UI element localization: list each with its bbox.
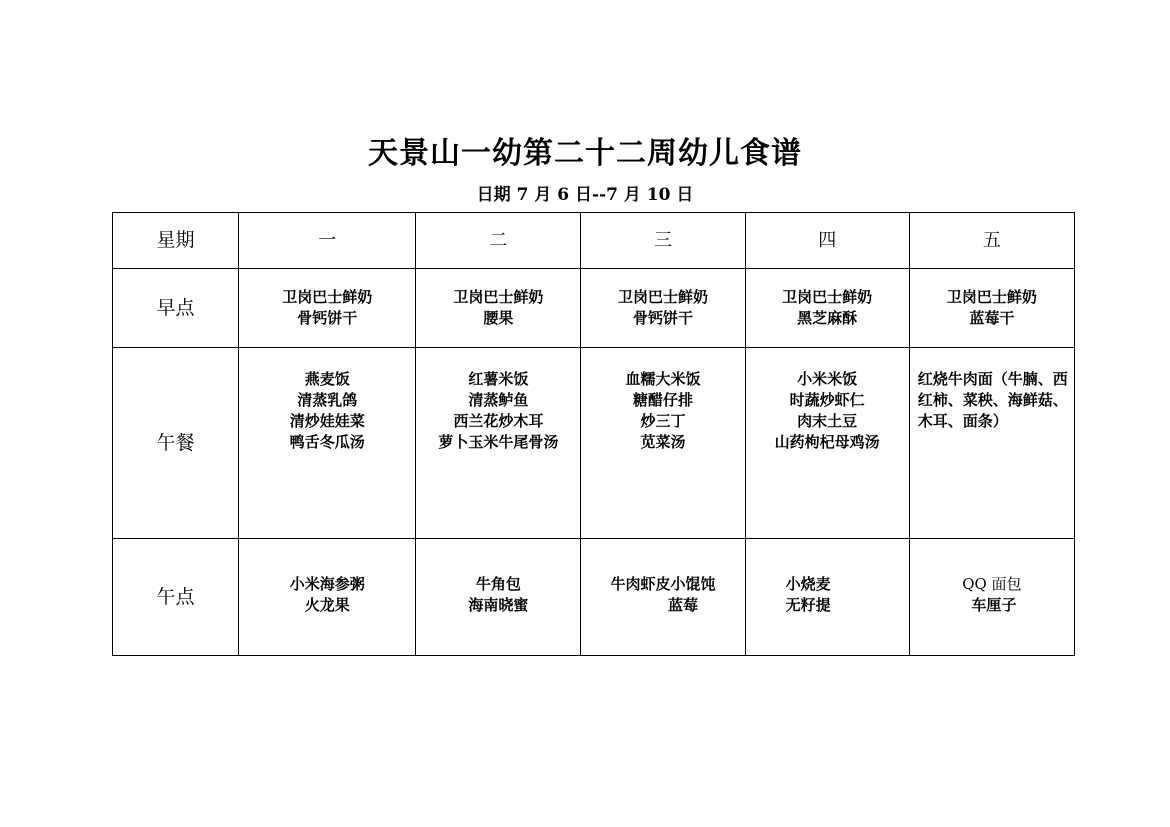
menu-item: 卫岗巴士鲜奶 [453, 288, 544, 306]
breakfast-row [113, 269, 1075, 348]
menu-item: 时蔬炒虾仁 [789, 391, 865, 409]
menu-item: 牛角包 [475, 575, 521, 593]
snack-cell-wed [581, 539, 745, 656]
breakfast-cell-mon [239, 269, 416, 348]
snack-row [113, 539, 1075, 656]
menu-item: 火龙果 [304, 596, 350, 614]
breakfast-label: 早点 [113, 269, 239, 348]
menu-item: 肉末土豆 [797, 412, 858, 430]
menu-item: 车厘子 [971, 596, 1017, 614]
lunch-cell-tue [416, 348, 581, 539]
menu-item: 蓝莓 [668, 596, 699, 614]
menu-item: 山药枸杞母鸡汤 [774, 433, 880, 451]
lunch-cell-wed [581, 348, 745, 539]
header-row [113, 213, 1075, 269]
breakfast-cell-fri [909, 269, 1074, 348]
snack-label: 午点 [113, 539, 239, 656]
page-title: 天景山一幼第二十二周幼儿食谱 [368, 136, 802, 171]
day-header-mon: 一 [239, 213, 416, 269]
menu-table [112, 212, 1075, 656]
menu-item: 黑芝麻酥 [797, 309, 858, 327]
day-header-fri: 五 [909, 213, 1074, 269]
snack-cell-mon [239, 539, 416, 656]
menu-item: 红烧牛肉面（牛腩、西红柿、菜秧、海鲜菇、木耳、面条） [917, 370, 1068, 430]
menu-item: 卫岗巴士鲜奶 [946, 288, 1037, 306]
lunch-cell-thu [745, 348, 909, 539]
snack-cell-tue [416, 539, 581, 656]
snack-cell-thu [745, 539, 909, 656]
lunch-label: 午餐 [113, 348, 239, 539]
menu-item: 海南晓蜜 [468, 596, 529, 614]
breakfast-cell-tue [416, 269, 581, 348]
lunch-row [113, 348, 1075, 539]
menu-item: 鸭舌冬瓜汤 [289, 433, 365, 451]
menu-item: 红薯米饭 [468, 370, 529, 388]
menu-item: 牛肉虾皮小馄饨 [610, 575, 716, 593]
menu-item: 清炒娃娃菜 [289, 412, 365, 430]
menu-item: 骨钙饼干 [633, 309, 694, 327]
menu-item: 清蒸乳鸽 [297, 391, 358, 409]
day-header-tue: 二 [416, 213, 581, 269]
date-range: 日期 7 月 6 日--7 月 10 日 [476, 185, 694, 205]
breakfast-cell-wed [581, 269, 745, 348]
breakfast-cell-thu [745, 269, 909, 348]
menu-item: 血糯大米饭 [625, 370, 701, 388]
menu-item: 炒三丁 [640, 412, 686, 430]
menu-item: 小米海参粥 [289, 575, 365, 593]
menu-item: 小米米饭 [797, 370, 858, 388]
menu-item: 萝卜玉米牛尾骨汤 [438, 433, 559, 451]
lunch-cell-mon [239, 348, 416, 539]
menu-item: 西兰花炒木耳 [453, 412, 544, 430]
menu-item: 腰果 [483, 309, 514, 327]
menu-item: 卫岗巴士鲜奶 [782, 288, 873, 306]
menu-item: 苋菜汤 [640, 433, 686, 451]
day-header-thu: 四 [745, 213, 909, 269]
menu-item: 卫岗巴士鲜奶 [282, 288, 373, 306]
menu-item: 小烧麦 [785, 575, 831, 593]
weekday-label: 星期 [113, 213, 239, 269]
menu-item: 卫岗巴士鲜奶 [618, 288, 709, 306]
menu-item: 糖醋仔排 [633, 391, 694, 409]
menu-item: 无籽提 [785, 596, 831, 614]
menu-item: 清蒸鲈鱼 [468, 391, 529, 409]
menu-item: 燕麦饭 [304, 370, 350, 388]
menu-item: 蓝莓干 [969, 309, 1015, 327]
lunch-cell-fri [909, 348, 1074, 539]
menu-item: QQ 面包 [962, 575, 1022, 593]
menu-item: 骨钙饼干 [297, 309, 358, 327]
snack-cell-fri [909, 539, 1074, 656]
day-header-wed: 三 [581, 213, 745, 269]
